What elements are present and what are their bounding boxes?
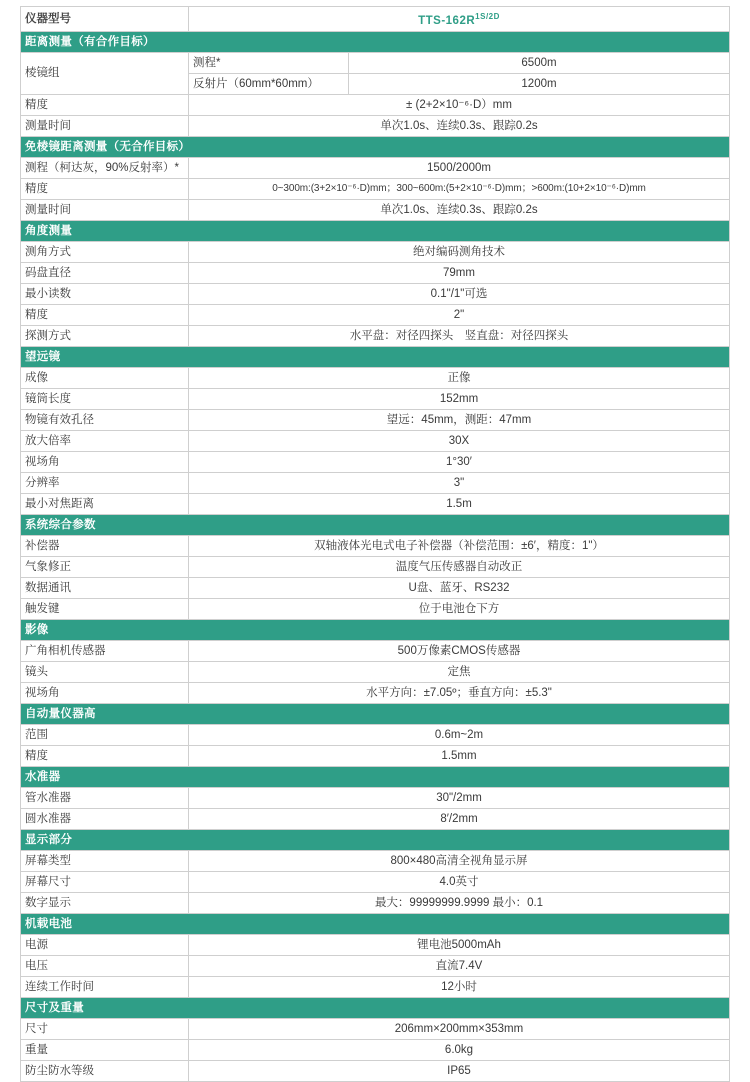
section-title: 系统综合参数: [21, 514, 730, 535]
spec-sub-label: 反射片（60mm*60mm）: [189, 73, 349, 94]
model-superscript: 1S/2D: [475, 12, 500, 21]
spec-row: [21, 367, 730, 388]
spec-value: 0.1"/1"可选: [189, 283, 730, 304]
spec-label: 数字显示: [21, 892, 189, 913]
spec-sub-label: 测程*: [189, 52, 349, 73]
spec-value: 30X: [189, 430, 730, 451]
spec-value: 1°30′: [189, 451, 730, 472]
spec-value: 水平盘：对径四探头 竖直盘：对径四探头: [189, 325, 730, 346]
spec-value: 0~300m:(3+2×10⁻⁶·D)mm；300~600m:(5+2×10⁻⁶·D)mm；>600m:(10+2×10⁻⁶·D)mm: [189, 178, 730, 199]
spec-label: 圆水准器: [21, 808, 189, 829]
spec-row: [21, 430, 730, 451]
spec-value: 双轴液体光电式电子补偿器（补偿范围：±6′，精度：1"）: [189, 535, 730, 556]
spec-row: [21, 640, 730, 661]
spec-label: 连续工作时间: [21, 976, 189, 997]
spec-row: [21, 535, 730, 556]
spec-label: 精度: [21, 304, 189, 325]
spec-label: 最小对焦距离: [21, 493, 189, 514]
spec-value: 最大：99999999.9999 最小：0.1: [189, 892, 730, 913]
section-header-row: [21, 766, 730, 787]
spec-value: 3": [189, 472, 730, 493]
spec-row: [21, 724, 730, 745]
spec-value: 1.5m: [189, 493, 730, 514]
spec-label: 重量: [21, 1039, 189, 1060]
spec-value: 1.5mm: [189, 745, 730, 766]
spec-value: 望远：45mm，测距：47mm: [189, 409, 730, 430]
section-title: 望远镜: [21, 346, 730, 367]
spec-row: [21, 745, 730, 766]
spec-row: [21, 493, 730, 514]
section-title: 显示部分: [21, 829, 730, 850]
spec-value: 30"/2mm: [189, 787, 730, 808]
spec-value: 定焦: [189, 661, 730, 682]
spec-row: [21, 955, 730, 976]
spec-value: 1200m: [349, 73, 730, 94]
spec-label: 探测方式: [21, 325, 189, 346]
section-header-row: [21, 31, 730, 52]
spec-value: 正像: [189, 367, 730, 388]
spec-label: 精度: [21, 178, 189, 199]
section-header-row: [21, 829, 730, 850]
spec-label: 数据通讯: [21, 577, 189, 598]
spec-label: 测量时间: [21, 115, 189, 136]
spec-row: [21, 871, 730, 892]
spec-row: [21, 850, 730, 871]
spec-label: 测程（柯达灰，90%反射率）*: [21, 157, 189, 178]
spec-value: 12小时: [189, 976, 730, 997]
model-number: TTS-162R: [418, 14, 476, 27]
spec-label: 镜头: [21, 661, 189, 682]
spec-label: 广角相机传感器: [21, 640, 189, 661]
spec-value: 152mm: [189, 388, 730, 409]
spec-row: [21, 661, 730, 682]
section-header-row: [21, 703, 730, 724]
section-header-row: [21, 220, 730, 241]
spec-label: 分辨率: [21, 472, 189, 493]
model-row: [21, 7, 730, 32]
section-header-row: [21, 619, 730, 640]
spec-row: [21, 262, 730, 283]
spec-label: 防尘防水等级: [21, 1060, 189, 1081]
spec-row: [21, 409, 730, 430]
spec-label: 气象修正: [21, 556, 189, 577]
spec-label: 物镜有效孔径: [21, 409, 189, 430]
section-title: 距离测量（有合作目标）: [21, 31, 730, 52]
spec-row: [21, 808, 730, 829]
section-header-row: [21, 136, 730, 157]
spec-label: 电压: [21, 955, 189, 976]
spec-value: ± (2+2×10⁻⁶·D）mm: [189, 94, 730, 115]
spec-row: [21, 178, 730, 199]
spec-row: [21, 115, 730, 136]
spec-row: [21, 892, 730, 913]
section-header-row: [21, 346, 730, 367]
spec-row: [21, 241, 730, 262]
spec-value: 4.0英寸: [189, 871, 730, 892]
spec-row: [21, 976, 730, 997]
spec-label: 触发键: [21, 598, 189, 619]
spec-row: [21, 94, 730, 115]
spec-row: [21, 451, 730, 472]
spec-sheet: [20, 0, 730, 1082]
spec-label: 测角方式: [21, 241, 189, 262]
spec-row: [21, 1018, 730, 1039]
spec-value: U盘、蓝牙、RS232: [189, 577, 730, 598]
spec-label: 视场角: [21, 682, 189, 703]
spec-value: 锂电池5000mAh: [189, 934, 730, 955]
spec-value: 6.0kg: [189, 1039, 730, 1060]
spec-value: 水平方向：±7.05º；垂直方向：±5.3": [189, 682, 730, 703]
spec-label: 管水准器: [21, 787, 189, 808]
spec-group-label: 棱镜组: [21, 52, 189, 94]
spec-value: 温度气压传感器自动改正: [189, 556, 730, 577]
spec-value: 单次1.0s、连续0.3s、跟踪0.2s: [189, 199, 730, 220]
spec-row: [21, 472, 730, 493]
spec-row: [21, 325, 730, 346]
spec-value: 1500/2000m: [189, 157, 730, 178]
spec-row: [21, 388, 730, 409]
spec-label: 成像: [21, 367, 189, 388]
section-title: 尺寸及重量: [21, 997, 730, 1018]
model-value: [189, 7, 730, 32]
spec-row: [21, 157, 730, 178]
spec-value: 单次1.0s、连续0.3s、跟踪0.2s: [189, 115, 730, 136]
section-title: 机载电池: [21, 913, 730, 934]
spec-row: [21, 1060, 730, 1081]
spec-row: [21, 1039, 730, 1060]
section-title: 影像: [21, 619, 730, 640]
spec-row: [21, 52, 730, 73]
spec-row: [21, 556, 730, 577]
spec-value: 位于电池仓下方: [189, 598, 730, 619]
spec-value: 800×480高清全视角显示屏: [189, 850, 730, 871]
spec-label: 视场角: [21, 451, 189, 472]
spec-row: [21, 598, 730, 619]
section-header-row: [21, 913, 730, 934]
section-title: 水准器: [21, 766, 730, 787]
section-header-row: [21, 997, 730, 1018]
spec-label: 电源: [21, 934, 189, 955]
spec-value: 2": [189, 304, 730, 325]
model-label: 仪器型号: [21, 7, 189, 32]
section-title: 自动量仪器高: [21, 703, 730, 724]
spec-value: 8′/2mm: [189, 808, 730, 829]
spec-value: 6500m: [349, 52, 730, 73]
spec-row: [21, 577, 730, 598]
spec-label: 精度: [21, 745, 189, 766]
spec-label: 精度: [21, 94, 189, 115]
spec-value: 绝对编码测角技术: [189, 241, 730, 262]
spec-row: [21, 304, 730, 325]
section-title: 免棱镜距离测量（无合作目标）: [21, 136, 730, 157]
spec-label: 测量时间: [21, 199, 189, 220]
section-title: 角度测量: [21, 220, 730, 241]
spec-label: 码盘直径: [21, 262, 189, 283]
spec-label: 放大倍率: [21, 430, 189, 451]
spec-value: 直流7.4V: [189, 955, 730, 976]
spec-value: 79mm: [189, 262, 730, 283]
spec-row: [21, 787, 730, 808]
spec-label: 镜筒长度: [21, 388, 189, 409]
section-header-row: [21, 514, 730, 535]
spec-row: [21, 934, 730, 955]
spec-label: 屏幕尺寸: [21, 871, 189, 892]
spec-row: [21, 283, 730, 304]
spec-table-body: [21, 7, 730, 1082]
spec-label: 最小读数: [21, 283, 189, 304]
spec-label: 补偿器: [21, 535, 189, 556]
spec-label: 尺寸: [21, 1018, 189, 1039]
spec-row: [21, 682, 730, 703]
spec-value: 500万像素CMOS传感器: [189, 640, 730, 661]
spec-value: 206mm×200mm×353mm: [189, 1018, 730, 1039]
spec-value: IP65: [189, 1060, 730, 1081]
spec-value: 0.6m~2m: [189, 724, 730, 745]
spec-table: [20, 6, 730, 1082]
spec-label: 屏幕类型: [21, 850, 189, 871]
spec-label: 范围: [21, 724, 189, 745]
spec-row: [21, 199, 730, 220]
